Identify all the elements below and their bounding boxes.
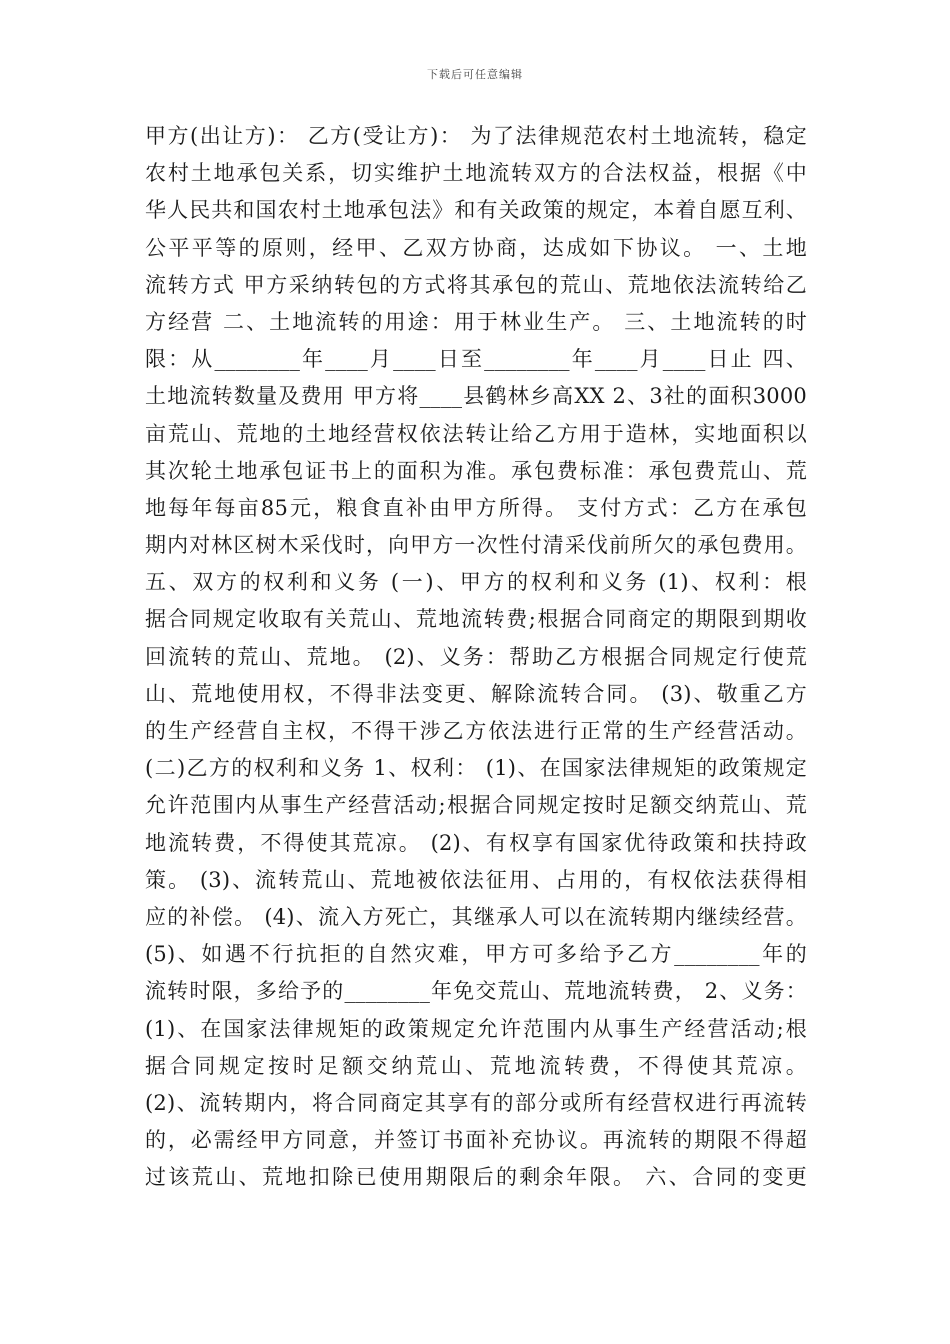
text-line: 农村土地承包关系，切实维护土地流转双方的合法权益，根据《中 [145,161,807,186]
text-line: 据合同规定收取有关荒山、荒地流转费;根据合同商定的期限到期收 [145,607,807,632]
text-line: 的生产经营自主权，不得干涉乙方依法进行正常的生产经营活动。 [145,719,807,743]
text-line: 地流转费，不得使其荒凉。 (2)、有权享有国家优待政策和扶持政 [145,830,807,855]
text-line: 的，必需经甲方同意，并签订书面补充协议。再流转的期限不得超 [145,1128,807,1153]
text-line: 其次轮土地承包证书上的面积为准。承包费标准：承包费荒山、荒 [145,458,807,483]
text-line: 回流转的荒山、荒地。 (2)、义务：帮助乙方根据合同规定行使荒 [145,644,807,669]
text-line: (二)乙方的权利和义务 1、权利： (1)、在国家法律规矩的政策规定 [145,756,807,781]
text-line: 限：从________年____月____日至________年____月____日止 四、 [145,347,807,372]
text-line: 亩荒山、荒地的土地经营权依法转让给乙方用于造林，实地面积以 [145,421,807,446]
text-line: 期内对林区树木采伐时，向甲方一次性付清采伐前所欠的承包费用。 [145,533,807,558]
text-line: 五、双方的权利和义务 (一)、甲方的权利和义务 (1)、权利：根 [145,570,807,595]
text-line: 流转时限，多给予的________年免交荒山、荒地流转费， 2、义务： [145,979,807,1004]
text-line: 据合同规定按时足额交纳荒山、荒地流转费，不得使其荒凉。 [145,1053,807,1078]
contract-body [145,118,807,1196]
text-line: 土地流转数量及费用 甲方将____县鹤林乡高XX 2、3社的面积3000 [145,384,807,409]
text-line: 允许范围内从事生产经营活动;根据合同规定按时足额交纳荒山、荒 [145,793,807,818]
text-line: (5)、如遇不行抗拒的自然灾难，甲方可多给予乙方________年的 [145,942,807,967]
text-line: 策。 (3)、流转荒山、荒地被依法征用、占用的，有权依法获得相 [145,867,807,892]
text-line: 应的补偿。 (4)、流入方死亡，其继承人可以在流转期内继续经营。 [145,904,807,929]
text-line: 流转方式 甲方采纳转包的方式将其承包的荒山、荒地依法流转给乙 [145,272,807,297]
text-line: 公平平等的原则，经甲、乙双方协商，达成如下协议。 一、土地 [145,235,807,260]
text-line: 甲方(出让方)： 乙方(受让方)： 为了法律规范农村土地流转，稳定 [145,124,807,148]
text-line: (1)、在国家法律规矩的政策规定允许范围内从事生产经营活动;根 [145,1016,807,1041]
text-line: 方经营 二、土地流转的用途：用于林业生产。 三、土地流转的时 [145,309,807,334]
text-line: (2)、流转期内，将合同商定其享有的部分或所有经营权进行再流转 [145,1090,807,1115]
text-line: 华人民共和国农村土地承包法》和有关政策的规定，本着自愿互利、 [145,198,807,223]
text-line: 过该荒山、荒地扣除已使用期限后的剩余年限。 六、合同的变更 [145,1165,807,1190]
text-line: 山、荒地使用权，不得非法变更、解除流转合同。 (3)、敬重乙方 [145,681,807,706]
page-header: 下载后可任意编辑 [427,68,523,81]
text-line: 地每年每亩85元，粮食直补由甲方所得。 支付方式：乙方在承包 [145,495,807,520]
